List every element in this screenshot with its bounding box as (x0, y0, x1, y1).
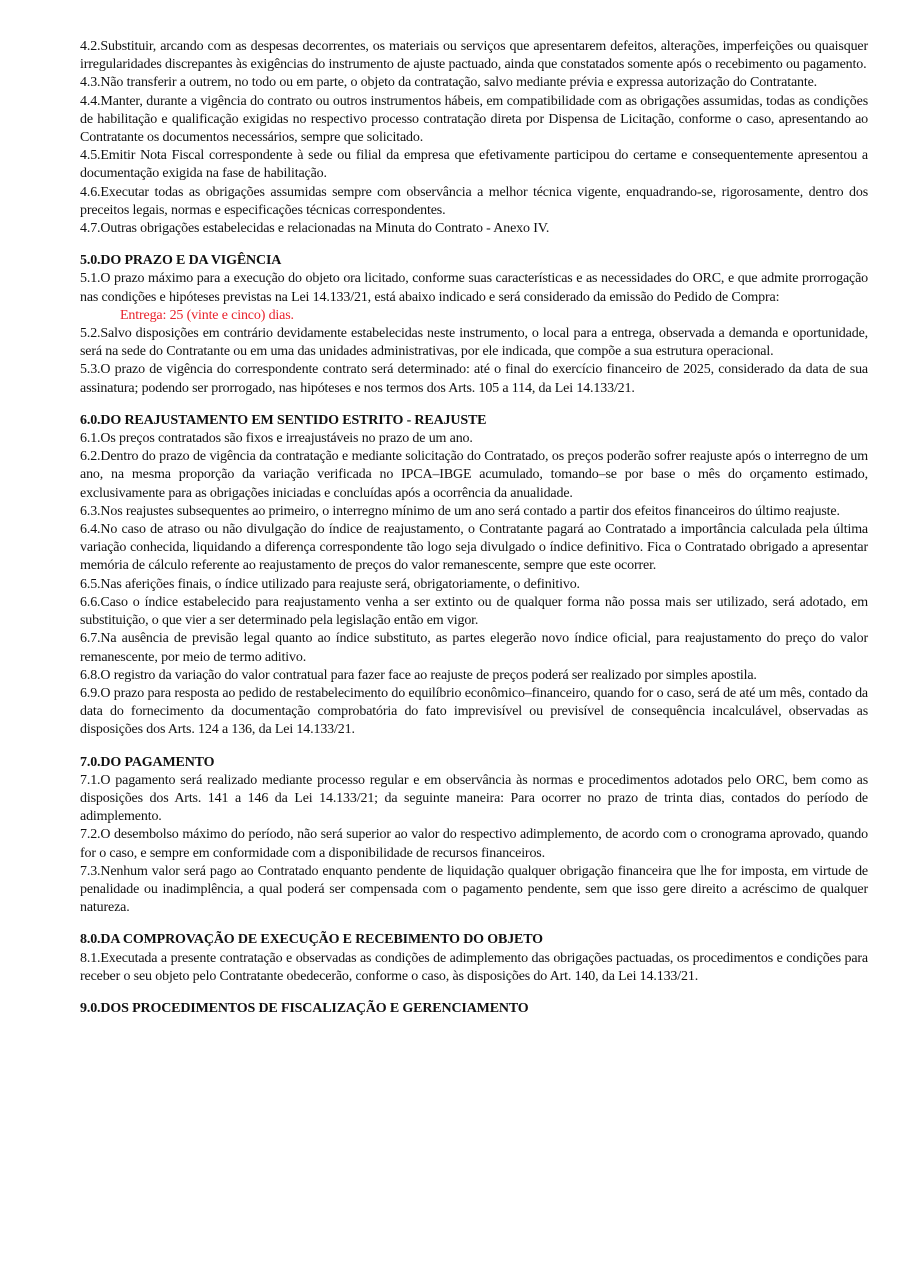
clause-4-5: 4.5.Emitir Nota Fiscal correspondente à sede ou filial da empresa que efetivamente participou do certame e consequentemente apresentou a documentação exigida na fase de habilitação. (80, 148, 868, 182)
clause-4-7: 4.7.Outras obrigações estabelecidas e relacionadas na Minuta do Contrato - Anexo IV. (80, 221, 550, 237)
clause-4-4: 4.4.Manter, durante a vigência do contrato ou outros instrumentos hábeis, em compatibilidade com as obrigações assumidas, todas as condições de habilitação e qualificação exigidas no respectivo processo contratação direta por Dispensa de Licitação, conforme o caso, apresentando ao Contratante os documentos necessários, sempre que solicitado. (80, 93, 868, 146)
section-heading-6: 6.0.DO REAJUSTAMENTO EM SENTIDO ESTRITO - REAJUSTE (80, 412, 487, 428)
clause-7-1: 7.1.O pagamento será realizado mediante processo regular e em observância às normas e procedimentos adotados pelo ORC, bem como as disposições dos Arts. 141 a 146 da Lei 14.133/21; da seguinte maneira: Para ocorrer no prazo de trinta dias, contados do período de adimplemento. (80, 772, 868, 825)
clause-6-2: 6.2.Dentro do prazo de vigência da contratação e mediante solicitação do Contratado, os preços poderão sofrer reajuste após o interregno de um ano, na mesma proporção da variação verificada no IPCA–IBGE acumulado, tomando–se por base o mês do orçamento estimado, exclusivamente para as obrigações iniciadas e concluídas após a ocorrência da anualidade. (80, 449, 868, 501)
clause-7-3: 7.3.Nenhum valor será pago ao Contratado enquanto pendente de liquidação qualquer obrigação financeira que lhe for imposta, em virtude de penalidade ou inadimplência, a qual poderá ser compensada com o pagamento pendente, sem que isso gere direito a acréscimo de qualquer natureza. (80, 863, 868, 916)
clause-5-2: 5.2.Salvo disposições em contrário devidamente estabelecidas neste instrumento, o local para a entrega, observada a demanda e oportunidade, será na sede do Contratante ou em uma das unidades administrativas, por ele indicada, que compõe a sua estrutura operacional. (80, 326, 868, 360)
clause-5-3: 5.3.O prazo de vigência do correspondente contrato será determinado: até o final do exercício financeiro de 2025, considerado da data de sua assinatura; podendo ser prorrogado, nas hipóteses e nos termos dos Arts. 105 a 114, da Lei 14.133/21. (80, 362, 868, 396)
clause-6-1: 6.1.Os preços contratados são fixos e irreajustáveis no prazo de um ano. (80, 431, 473, 447)
clause-6-5: 6.5.Nas aferições finais, o índice utilizado para reajuste será, obrigatoriamente, o definitivo. (80, 576, 580, 592)
clause-6-4: 6.4.No caso de atraso ou não divulgação do índice de reajustamento, o Contratante pagará ao Contratado a importância calculada pela última variação conhecida, liquidando a diferença correspondente tão logo seja divulgado o índice definitivo. Fica o Contratado obrigado a apresentar memória de cálculo referente ao reajustamento de preços do valor remanescente, sempre que este ocorrer. (80, 522, 868, 574)
clause-7-2: 7.2.O desembolso máximo do período, não será superior ao valor do respectivo adimplemento, de acordo com o cronograma aprovado, quando for o caso, e sempre em conformidade com a disponibilidade de recursos financeiros. (80, 827, 868, 861)
section-heading-8: 8.0.DA COMPROVAÇÃO DE EXECUÇÃO E RECEBIMENTO DO OBJETO (80, 932, 543, 948)
clause-4-2: 4.2.Substituir, arcando com as despesas decorrentes, os materiais ou serviços que apresentarem defeitos, alterações, imperfeições ou quaisquer irregularidades discrepantes às exigências do instrumento de ajuste pactuado, ainda que constatados somente após o recebimento ou pagamento. (80, 39, 868, 73)
clause-5-1: 5.1.O prazo máximo para a execução do objeto ora licitado, conforme suas características e as necessidades do ORC, e que admite prorrogação nas condições e hipóteses previstas na Lei 14.133/21, está abaixo indicado e será considerado da emissão do Pedido de Compra: (80, 271, 868, 305)
clause-4-3: 4.3.Não transferir a outrem, no todo ou em parte, o objeto da contratação, salvo mediante prévia e expressa autorização do Contratante. (80, 75, 818, 91)
clause-8-1: 8.1.Executada a presente contratação e observadas as condições de adimplemento das obrigações pactuadas, os procedimentos e condições para receber o seu objeto pelo Contratante obedecerão, conforme o caso, às disposições do Art. 140, da Lei 14.133/21. (80, 950, 868, 984)
section-heading-7: 7.0.DO PAGAMENTO (80, 754, 215, 770)
clause-4-6: 4.6.Executar todas as obrigações assumidas sempre com observância a melhor técnica vigente, enquadrando-se, rigorosamente, dentro dos preceitos legais, normas e especificações técnicas correspondentes. (80, 184, 868, 218)
clause-6-8: 6.8.O registro da variação do valor contratual para fazer face ao reajuste de preços poderá ser realizado por simples apostila. (80, 667, 757, 683)
clause-6-3: 6.3.Nos reajustes subsequentes ao primeiro, o interregno mínimo de um ano será contado a partir dos efeitos financeiros do último reajuste. (80, 503, 840, 519)
section-heading-9: 9.0.DOS PROCEDIMENTOS DE FISCALIZAÇÃO E GERENCIAMENTO (80, 1000, 529, 1016)
clause-6-9: 6.9.O prazo para resposta ao pedido de restabelecimento do equilíbrio econômico–financeiro, quando for o caso, será de até um mês, contado da data do fornecimento da documentação comprobatória do fato imprevisível ou previsível de consequência incalculável, observadas as disposições dos Arts. 124 a 136, da Lei 14.133/21. (80, 685, 868, 738)
delivery-deadline: Entrega: 25 (vinte e cinco) dias. (120, 307, 294, 323)
section-heading-5: 5.0.DO PRAZO E DA VIGÊNCIA (80, 253, 282, 269)
clause-6-7: 6.7.Na ausência de previsão legal quanto ao índice substituto, as partes elegerão novo índice oficial, para reajustamento do preço do valor remanescente, por meio de termo aditivo. (80, 631, 868, 665)
clause-6-6: 6.6.Caso o índice estabelecido para reajustamento venha a ser extinto ou de qualquer forma não possa mais ser utilizado, será adotado, em substituição, o que vier a ser determinado pela legislação então em vigor. (80, 594, 868, 629)
document-page (80, 38, 868, 1018)
